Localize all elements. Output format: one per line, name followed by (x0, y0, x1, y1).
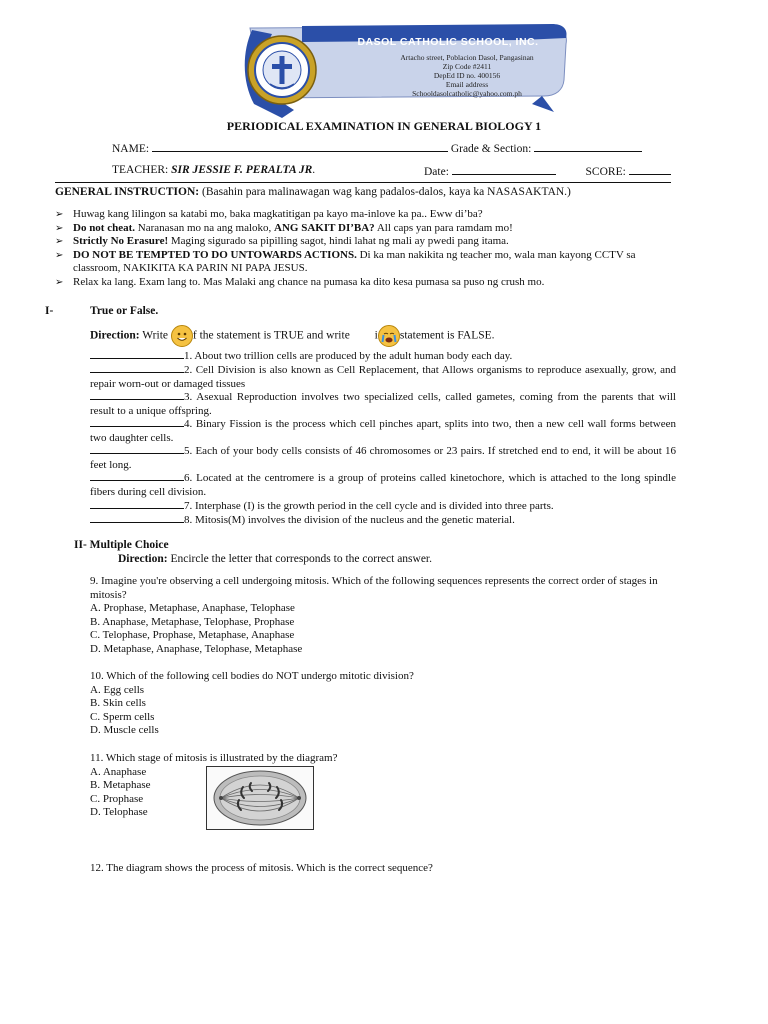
address-line: Schooldasolcatholic@yahoo.com.ph (412, 89, 522, 98)
teacher-label: TEACHER: (112, 164, 169, 176)
address-line: Email address (445, 80, 489, 89)
address-line: Artacho street, Poblacion Dasol, Pangasinan (400, 53, 534, 62)
arrow-bullet-icon: ➢ (55, 276, 64, 288)
school-address (360, 53, 574, 98)
general-instruction-text: (Basahin para malinawagan wag kang padalos-dalos, kaya ka NASASAKTAN.) (199, 186, 571, 198)
date-score-row (424, 164, 671, 178)
question-9 (90, 575, 670, 656)
answer-blank[interactable] (90, 512, 184, 523)
crying-face-icon (378, 325, 400, 347)
rule-item: ➢ Strictly No Erasure! Maging sigurado sa pipilling sagot, hindi lahat ng mali ay pwedi pang itama. (55, 235, 509, 247)
teacher-row (112, 164, 315, 176)
name-field[interactable] (152, 141, 448, 152)
rule-item: ➢ Relax ka lang. Exam lang to. Mas Malaki ang chance na pumasa ka dito kesa pumasa sa puso ng crush mo. (55, 275, 545, 288)
choice-option[interactable]: A. Anaphase (90, 765, 147, 778)
tf-statement: 6. Located at the centromere is a group of proteins called kinetochore, which is attached to the long spindle fibers during cell division. (90, 472, 676, 498)
choice-option[interactable]: B. Skin cells (90, 697, 146, 709)
score-field[interactable] (629, 164, 671, 175)
tf-statement: 3. Asexual Reproduction involves two specialized cells, called gametes, coming from the parents that will result to a unique offspring. (90, 391, 676, 417)
mitosis-diagram (206, 766, 314, 830)
part2-title: II- Multiple Choice (74, 539, 169, 551)
direction-label: Direction: (90, 329, 140, 342)
direction-text: i (374, 329, 378, 342)
name-label: NAME: (112, 143, 150, 155)
header-divider (55, 182, 671, 183)
teacher-name: SIR JESSIE F. PERALTA JR (171, 164, 313, 176)
question-12 (90, 862, 670, 876)
rule-item: ➢ Do not cheat. Naranasan mo na ang maloko, ANG SAKIT DI’BA? All caps yan para ramdam mo! (55, 221, 513, 234)
address-line: Zip Code #2411 (442, 62, 492, 71)
tf-item (90, 470, 676, 499)
tf-statement: 4. Binary Fission is the process which cell pinches apart, splits into two, then a new cell wall forms between two daughter cells. (90, 418, 676, 444)
score-label: SCORE: (585, 166, 626, 178)
tf-statement: 7. Interphase (I) is the growth period in the cell cycle and is divided into three parts. (184, 500, 554, 512)
general-instruction-label: GENERAL INSTRUCTION: (55, 186, 200, 198)
question-11 (90, 752, 670, 820)
arrow-bullet-icon: ➢ (55, 222, 64, 234)
school-name: DASOL CATHOLIC SCHOOL, INC. (357, 36, 539, 48)
date-label: Date: (424, 166, 449, 178)
answer-blank[interactable] (90, 443, 184, 454)
address-line: DepEd ID no. 400156 (433, 71, 501, 80)
smiling-face-icon (171, 325, 193, 347)
part1-title: True or False. (90, 305, 159, 317)
direction-text: f the statement is TRUE and write (192, 329, 353, 342)
tf-statement: 2. Cell Division is also known as Cell Replacement, that Allows organisms to reproduce asexually, grow, and repair worn-out or damaged tissues (90, 364, 676, 390)
rules-list-container (55, 208, 671, 289)
date-field[interactable] (452, 164, 556, 175)
tf-statement: 8. Mitosis(M) involves the division of the nucleus and the genetic material. (184, 514, 515, 526)
choice-option[interactable]: B. Anaphase, Metaphase, Telophase, Prophase (90, 615, 295, 628)
choice-option[interactable]: A. Prophase, Metaphase, Anaphase, Telophase (90, 602, 295, 614)
exam-title: PERIODICAL EXAMINATION IN GENERAL BIOLOGY 1 (226, 119, 542, 133)
answer-blank[interactable] (90, 498, 184, 509)
question-text: 11. Which stage of mitosis is illustrated by the diagram? (90, 752, 338, 764)
question-text: 9. Imagine you're observing a cell undergoing mitosis. Which of the following sequences represents the correct order of stages in mitosis? (90, 575, 658, 601)
part1-direction (90, 325, 495, 347)
teacher-suffix: . (312, 164, 316, 176)
tf-item (90, 416, 676, 445)
tf-statement: 5. Each of your body cells consists of 46 chromosomes or 23 pairs. If stretched end to end, it will be about 16 feet long. (90, 445, 676, 471)
grade-section-field[interactable] (534, 141, 642, 152)
name-row (112, 141, 642, 155)
choice-option[interactable]: C. Telophase, Prophase, Metaphase, Anaphase (90, 629, 295, 641)
answer-blank[interactable] (90, 389, 184, 400)
arrow-bullet-icon: ➢ (55, 209, 64, 220)
arrow-bullet-icon: ➢ (55, 236, 64, 247)
part2-direction (118, 553, 432, 565)
answer-blank[interactable] (90, 348, 184, 359)
question-text: 12. The diagram shows the process of mitosis. Which is the correct sequence? (90, 862, 433, 874)
direction-text: Encircle the letter that corresponds to the correct answer. (167, 553, 432, 565)
direction-text: statement is FALSE. (399, 329, 495, 342)
choice-option[interactable]: C. Prophase (90, 792, 144, 805)
choice-option[interactable]: A. Egg cells (90, 683, 145, 696)
choice-option[interactable]: C. Sperm cells (90, 710, 155, 723)
arrow-bullet-icon: ➢ (55, 249, 64, 261)
general-instruction (55, 186, 571, 198)
tf-item (90, 512, 676, 528)
rules-list (55, 208, 671, 289)
choice-option[interactable]: D. Metaphase, Anaphase, Telophase, Metaphase (90, 642, 303, 655)
question-text: 10. Which of the following cell bodies do NOT undergo mitotic division? (90, 670, 414, 682)
tf-item (90, 443, 676, 472)
rule-item: ➢ DO NOT BE TEMPTED TO DO UNTOWARDS ACTIONS. Di ka man nakikita ng teacher mo, wala man kayong CCTV sa classroom, NAKIKITA KA PARIN NI PAPA JESUS. (55, 248, 636, 274)
school-banner (232, 22, 568, 122)
answer-blank[interactable] (90, 416, 184, 427)
tf-item (90, 362, 676, 391)
choice-option[interactable]: D. Telophase (90, 806, 148, 818)
answer-blank[interactable] (90, 362, 184, 373)
tf-statement: 1. About two trillion cells are produced by the adult human body each day. (184, 350, 513, 362)
part1-numeral: I- (45, 305, 54, 317)
tf-item (90, 389, 676, 418)
direction-text: Write (139, 329, 171, 342)
question-10 (90, 670, 670, 738)
rule-item: ➢ Huwag kang lilingon sa katabi mo, baka magkatitigan pa kayo ma-inlove ka pa.. Eww di’ba? (55, 208, 483, 220)
grade-section-label: Grade & Section: (450, 143, 532, 155)
choice-option[interactable]: D. Muscle cells (90, 724, 159, 736)
direction-label: Direction: (118, 553, 168, 565)
answer-blank[interactable] (90, 470, 184, 481)
choice-option[interactable]: B. Metaphase (90, 779, 151, 791)
